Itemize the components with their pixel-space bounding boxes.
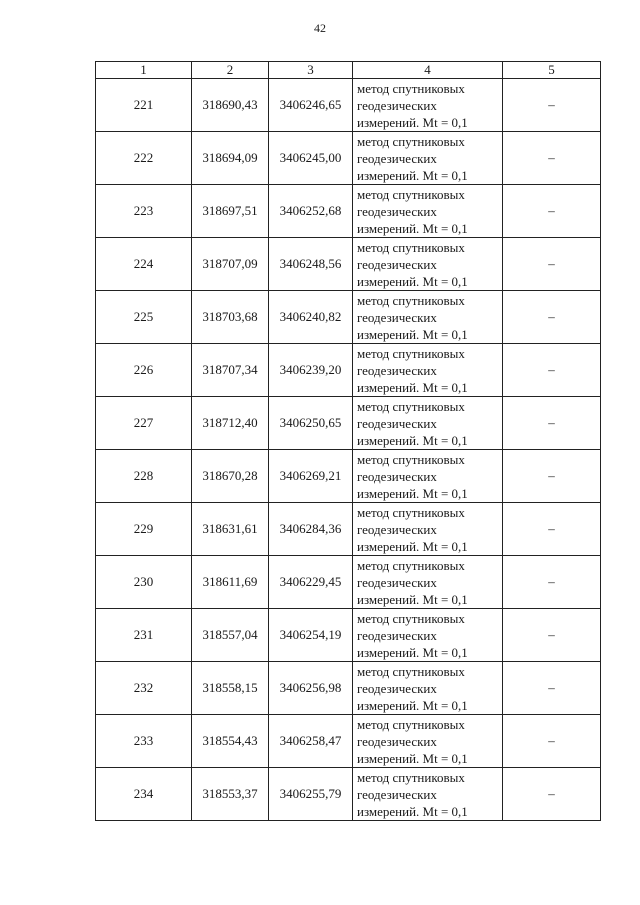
y-coordinate-cell: 3406229,45 [269, 556, 353, 609]
x-coordinate-cell: 318707,09 [192, 238, 269, 291]
method-line: метод спутниковых [357, 133, 465, 149]
y-coordinate-cell: 3406239,20 [269, 344, 353, 397]
method-cell [353, 556, 503, 609]
note-cell: – [503, 768, 601, 821]
y-coordinate-cell: 3406258,47 [269, 715, 353, 768]
method-cell [353, 609, 503, 662]
method-line: геодезических [357, 97, 437, 113]
method-line: метод спутниковых [357, 398, 465, 414]
y-coordinate-cell: 3406246,65 [269, 79, 353, 132]
method-line: измерений. Mt = 0,1 [357, 538, 468, 554]
method-line: геодезических [357, 256, 437, 272]
y-coordinate-cell: 3406269,21 [269, 450, 353, 503]
method-line: измерений. Mt = 0,1 [357, 591, 468, 607]
point-number-cell: 221 [96, 79, 192, 132]
method-line: геодезических [357, 415, 437, 431]
y-coordinate-cell: 3406248,56 [269, 238, 353, 291]
note-cell: – [503, 662, 601, 715]
method-line: измерений. Mt = 0,1 [357, 803, 468, 819]
method-line: геодезических [357, 521, 437, 537]
method-line: геодезических [357, 786, 437, 802]
table-row [96, 79, 601, 132]
point-number-cell: 229 [96, 503, 192, 556]
header-col-4: 4 [353, 62, 503, 79]
header-col-2: 2 [192, 62, 269, 79]
method-line: геодезических [357, 574, 437, 590]
point-number-cell: 230 [96, 556, 192, 609]
table-row [96, 503, 601, 556]
method-line: геодезических [357, 733, 437, 749]
x-coordinate-cell: 318631,61 [192, 503, 269, 556]
x-coordinate-cell: 318554,43 [192, 715, 269, 768]
method-line: геодезических [357, 203, 437, 219]
y-coordinate-cell: 3406256,98 [269, 662, 353, 715]
method-line: геодезических [357, 362, 437, 378]
header-col-5: 5 [503, 62, 601, 79]
note-cell: – [503, 397, 601, 450]
method-cell [353, 768, 503, 821]
note-cell: – [503, 291, 601, 344]
note-cell: – [503, 450, 601, 503]
method-cell [353, 79, 503, 132]
table-row [96, 556, 601, 609]
method-line: измерений. Mt = 0,1 [357, 220, 468, 236]
table-row [96, 238, 601, 291]
x-coordinate-cell: 318690,43 [192, 79, 269, 132]
note-cell: – [503, 185, 601, 238]
note-cell: – [503, 715, 601, 768]
method-line: измерений. Mt = 0,1 [357, 379, 468, 395]
x-coordinate-cell: 318558,15 [192, 662, 269, 715]
method-cell [353, 185, 503, 238]
point-number-cell: 223 [96, 185, 192, 238]
method-cell [353, 715, 503, 768]
method-cell [353, 450, 503, 503]
method-line: измерений. Mt = 0,1 [357, 273, 468, 289]
method-line: геодезических [357, 309, 437, 325]
method-line: измерений. Mt = 0,1 [357, 114, 468, 130]
x-coordinate-cell: 318703,68 [192, 291, 269, 344]
y-coordinate-cell: 3406254,19 [269, 609, 353, 662]
x-coordinate-cell: 318553,37 [192, 768, 269, 821]
method-line: метод спутниковых [357, 292, 465, 308]
x-coordinate-cell: 318707,34 [192, 344, 269, 397]
table-body [96, 79, 601, 821]
point-number-cell: 234 [96, 768, 192, 821]
x-coordinate-cell: 318557,04 [192, 609, 269, 662]
method-cell [353, 291, 503, 344]
method-line: геодезических [357, 627, 437, 643]
method-line: измерений. Mt = 0,1 [357, 485, 468, 501]
x-coordinate-cell: 318670,28 [192, 450, 269, 503]
table-row [96, 768, 601, 821]
method-line: геодезических [357, 150, 437, 166]
table-row [96, 715, 601, 768]
point-number-cell: 232 [96, 662, 192, 715]
method-cell [353, 344, 503, 397]
note-cell: – [503, 556, 601, 609]
table-row [96, 397, 601, 450]
point-number-cell: 224 [96, 238, 192, 291]
method-line: измерений. Mt = 0,1 [357, 167, 468, 183]
table-row [96, 450, 601, 503]
method-line: метод спутниковых [357, 186, 465, 202]
table-row [96, 291, 601, 344]
table-row [96, 662, 601, 715]
y-coordinate-cell: 3406284,36 [269, 503, 353, 556]
method-cell [353, 132, 503, 185]
y-coordinate-cell: 3406252,68 [269, 185, 353, 238]
method-line: измерений. Mt = 0,1 [357, 644, 468, 660]
method-cell [353, 397, 503, 450]
point-number-cell: 231 [96, 609, 192, 662]
point-number-cell: 228 [96, 450, 192, 503]
table-header-row [96, 62, 601, 79]
table-row [96, 185, 601, 238]
x-coordinate-cell: 318611,69 [192, 556, 269, 609]
x-coordinate-cell: 318694,09 [192, 132, 269, 185]
method-line: измерений. Mt = 0,1 [357, 697, 468, 713]
y-coordinate-cell: 3406250,65 [269, 397, 353, 450]
note-cell: – [503, 609, 601, 662]
point-number-cell: 227 [96, 397, 192, 450]
x-coordinate-cell: 318712,40 [192, 397, 269, 450]
method-line: метод спутниковых [357, 663, 465, 679]
point-number-cell: 225 [96, 291, 192, 344]
note-cell: – [503, 344, 601, 397]
method-cell [353, 238, 503, 291]
point-number-cell: 222 [96, 132, 192, 185]
method-line: метод спутниковых [357, 345, 465, 361]
point-number-cell: 233 [96, 715, 192, 768]
method-line: геодезических [357, 468, 437, 484]
method-cell [353, 503, 503, 556]
note-cell: – [503, 132, 601, 185]
method-line: геодезических [357, 680, 437, 696]
table-row [96, 344, 601, 397]
method-line: метод спутниковых [357, 610, 465, 626]
method-line: измерений. Mt = 0,1 [357, 750, 468, 766]
method-line: метод спутниковых [357, 451, 465, 467]
method-line: метод спутниковых [357, 239, 465, 255]
method-line: метод спутниковых [357, 504, 465, 520]
method-cell [353, 662, 503, 715]
note-cell: – [503, 503, 601, 556]
header-col-3: 3 [269, 62, 353, 79]
table-row [96, 132, 601, 185]
y-coordinate-cell: 3406240,82 [269, 291, 353, 344]
table-row [96, 609, 601, 662]
coordinates-table [95, 61, 601, 821]
note-cell: – [503, 238, 601, 291]
method-line: метод спутниковых [357, 716, 465, 732]
method-line: измерений. Mt = 0,1 [357, 432, 468, 448]
header-col-1: 1 [96, 62, 192, 79]
method-line: метод спутниковых [357, 769, 465, 785]
method-line: метод спутниковых [357, 557, 465, 573]
y-coordinate-cell: 3406245,00 [269, 132, 353, 185]
point-number-cell: 226 [96, 344, 192, 397]
x-coordinate-cell: 318697,51 [192, 185, 269, 238]
note-cell: – [503, 79, 601, 132]
method-line: метод спутниковых [357, 80, 465, 96]
method-line: измерений. Mt = 0,1 [357, 326, 468, 342]
page-number: 42 [314, 21, 326, 35]
y-coordinate-cell: 3406255,79 [269, 768, 353, 821]
